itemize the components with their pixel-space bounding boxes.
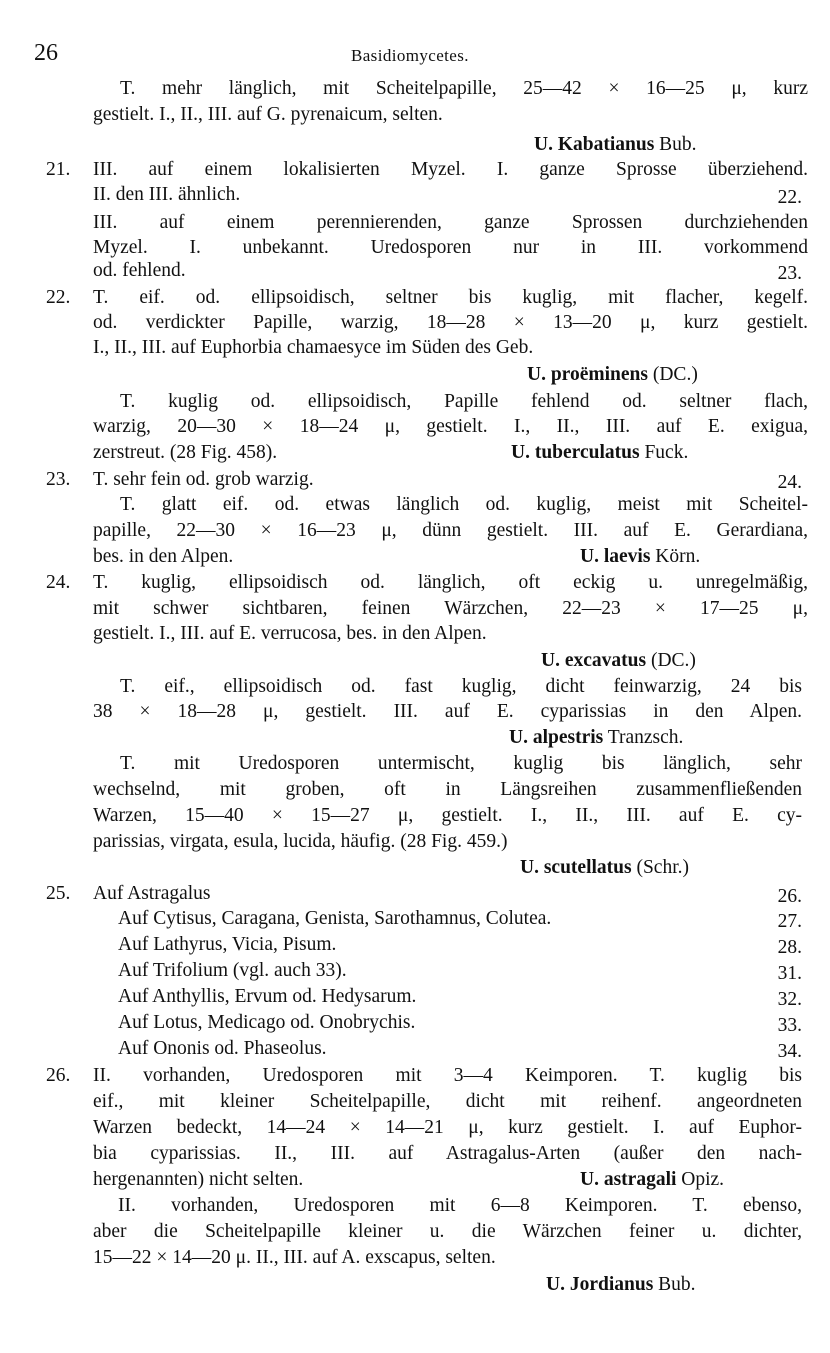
text-line: bia cyparissias. II., III. auf Astragalus-Arten (außer den nach-	[93, 1143, 802, 1164]
species-epithet: U. Jordianus	[546, 1274, 654, 1295]
text-line: wechselnd, mit groben, oft in Längsreihen zusammenfließenden	[93, 779, 802, 800]
text-line: 38 × 18—28 μ, gestielt. III. auf E. cyparissias in den Alpen.	[93, 701, 802, 722]
species-epithet: U. laevis	[580, 546, 651, 567]
entry-number: 21.	[46, 159, 71, 180]
cross-reference: 33.	[777, 1015, 802, 1036]
species-epithet: U. scutellatus	[520, 857, 632, 878]
text-line: aber die Scheitelpapille kleiner u. die Wärzchen feiner u. dichter,	[93, 1221, 802, 1242]
cross-reference: 26.	[777, 886, 802, 907]
text-line: gestielt. I., III. auf E. verrucosa, bes. in den Alpen.	[93, 623, 487, 644]
species-author: Bub.	[659, 134, 697, 155]
text-line: od. verdickter Papille, warzig, 18—28 × 13—20 μ, kurz gestielt.	[93, 312, 808, 333]
species-epithet: U. Kabatianus	[534, 134, 655, 155]
cross-reference: 23.	[777, 263, 802, 284]
running-head: Basidiomycetes.	[351, 46, 469, 65]
cross-reference: 24.	[777, 472, 802, 493]
text-line: papille, 22—30 × 16—23 μ, dünn gestielt. III. auf E. Gerardiana,	[93, 520, 808, 541]
text-line: od. fehlend.	[93, 260, 186, 281]
species-author: Körn.	[655, 546, 701, 567]
species-name	[546, 1272, 696, 1298]
text-line: Auf Lathyrus, Vicia, Pisum.	[118, 934, 337, 955]
species-epithet: U. tuberculatus	[511, 442, 640, 463]
species-name	[580, 544, 700, 570]
text-line: T. kuglig od. ellipsoidisch, Papille fehlend od. seltner flach,	[120, 391, 808, 412]
text-line: gestielt. I., II., III. auf G. pyrenaicum, selten.	[93, 104, 443, 125]
text-line: Auf Lotus, Medicago od. Onobrychis.	[118, 1012, 416, 1033]
text-line: Myzel. I. unbekannt. Uredosporen nur in III. vorkommend	[93, 237, 808, 258]
entry-number: 22.	[46, 287, 71, 308]
species-epithet: U. alpestris	[509, 727, 604, 748]
species-name	[541, 648, 696, 674]
page-number: 26	[34, 40, 58, 66]
cross-reference: 31.	[777, 963, 802, 984]
entry-number: 24.	[46, 572, 71, 593]
cross-reference: 32.	[777, 989, 802, 1010]
species-name	[509, 725, 683, 751]
species-name	[527, 362, 698, 388]
text-line: Auf Anthyllis, Ervum od. Hedysarum.	[118, 986, 417, 1007]
text-line: eif., mit kleiner Scheitelpapille, dicht mit reihenf. angeordneten	[93, 1091, 802, 1112]
text-line: II. den III. ähnlich.	[93, 184, 241, 205]
species-author: Tranzsch.	[607, 727, 684, 748]
species-name	[511, 440, 688, 466]
cross-reference: 27.	[777, 911, 802, 932]
species-epithet: U. astragali	[580, 1169, 677, 1190]
species-author: (DC.)	[650, 650, 696, 671]
text-line: Auf Ononis od. Phaseolus.	[118, 1038, 327, 1059]
species-epithet: U. excavatus	[541, 650, 647, 671]
cross-reference: 28.	[777, 937, 802, 958]
text-line: T. kuglig, ellipsoidisch od. länglich, oft eckig u. unregelmäßig,	[93, 572, 808, 593]
text-line: T. mit Uredosporen untermischt, kuglig bis länglich, sehr	[120, 753, 802, 774]
text-line: I., II., III. auf Euphorbia chamaesyce im Süden des Geb.	[93, 337, 534, 358]
text-line: III. auf einem lokalisierten Myzel. I. ganze Sprosse überziehend.	[93, 159, 808, 180]
text-line: warzig, 20—30 × 18—24 μ, gestielt. I., II., III. auf E. exigua,	[93, 416, 808, 437]
text-line: T. sehr fein od. grob warzig.	[93, 469, 314, 490]
text-line: T. glatt eif. od. etwas länglich od. kuglig, meist mit Scheitel-	[120, 494, 808, 515]
species-author: (Schr.)	[636, 857, 689, 878]
species-name	[520, 855, 689, 881]
entry-number: 26.	[46, 1065, 71, 1086]
text-line: bes. in den Alpen.	[93, 546, 234, 567]
cross-reference: 22.	[777, 187, 802, 208]
text-line: hergenannten) nicht selten.	[93, 1169, 304, 1190]
text-line: Warzen bedeckt, 14—24 × 14—21 μ, kurz gestielt. I. auf Euphor-	[93, 1117, 802, 1138]
text-line: III. auf einem perennierenden, ganze Sprossen durchziehenden	[93, 212, 808, 233]
species-author: Opiz.	[681, 1169, 725, 1190]
text-line: T. eif. od. ellipsoidisch, seltner bis kuglig, mit flacher, kegelf.	[93, 287, 808, 308]
text-line: Auf Cytisus, Caragana, Genista, Sarothamnus, Colutea.	[118, 908, 552, 929]
text-line: Auf Astragalus	[93, 883, 211, 904]
text-line: T. eif., ellipsoidisch od. fast kuglig, dicht feinwarzig, 24 bis	[120, 676, 802, 697]
species-name	[580, 1167, 724, 1193]
species-epithet: U. proëminens	[527, 364, 648, 385]
cross-reference: 34.	[777, 1041, 802, 1062]
text-line: 15—22 × 14—20 μ. II., III. auf A. exscapus, selten.	[93, 1247, 496, 1268]
entry-number: 23.	[46, 469, 71, 490]
entry-number: 25.	[46, 883, 71, 904]
text-line: Auf Trifolium (vgl. auch 33).	[118, 960, 347, 981]
text-line: zerstreut. (28 Fig. 458).	[93, 442, 278, 463]
text-line: parissias, virgata, esula, lucida, häufig. (28 Fig. 459.)	[93, 831, 508, 852]
species-author: Bub.	[658, 1274, 696, 1295]
species-author: (DC.)	[652, 364, 698, 385]
species-name	[534, 132, 697, 158]
text-line: mit schwer sichtbaren, feinen Wärzchen, 22—23 × 17—25 μ,	[93, 598, 808, 619]
text-line: II. vorhanden, Uredosporen mit 3—4 Keimporen. T. kuglig bis	[93, 1065, 802, 1086]
species-author: Fuck.	[644, 442, 689, 463]
text-line: T. mehr länglich, mit Scheitelpapille, 25—42 × 16—25 μ, kurz	[120, 78, 808, 99]
text-line: II. vorhanden, Uredosporen mit 6—8 Keimporen. T. ebenso,	[118, 1195, 802, 1216]
text-line: Warzen, 15—40 × 15—27 μ, gestielt. I., II., III. auf E. cy-	[93, 805, 802, 826]
